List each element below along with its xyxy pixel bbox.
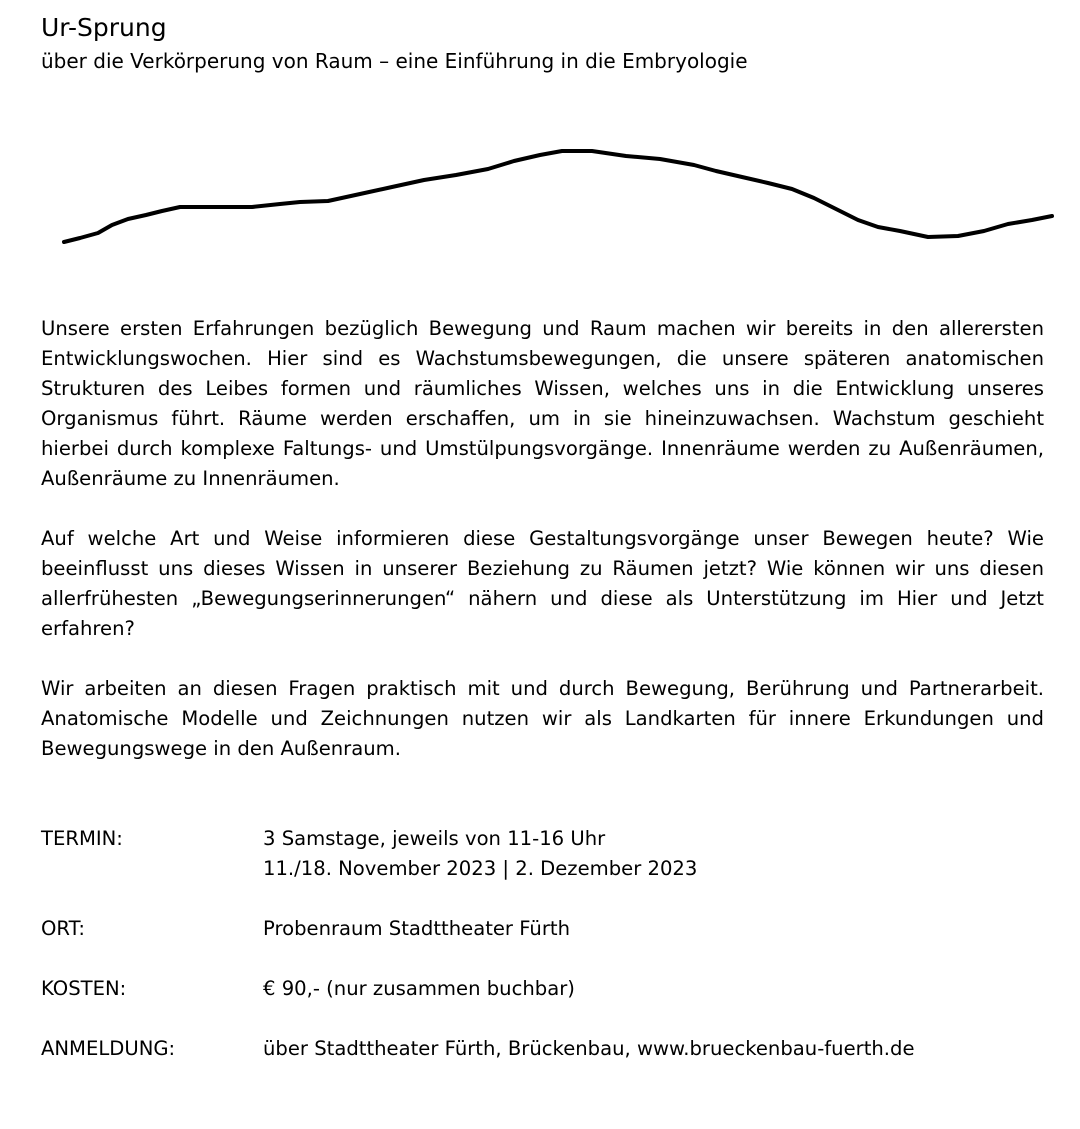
questions-paragraph: Auf welche Art und Weise informieren diese Gestaltungsvorgänge unser Bewegen heute? Wie beeinflusst uns dieses Wissen in unserer Beziehung zu Räumen jetzt? Wie können wir uns diesen allerfrühesten „Bewegungserinnerungen“ nähern und diese als Unterstützung im Hier und Jetzt erfahren? [41, 527, 1044, 640]
method-paragraph: Wir arbeiten an diesen Fragen praktisch mit und durch Bewegung, Berührung und Partnerarbeit. Anatomische Modelle und Zeichnungen nutzen wir als Landkarten für innere Erkundungen und Bewegungswege in den Außenraum. [41, 677, 1044, 760]
page-title: Ur-Sprung [41, 13, 167, 42]
ort-value: Probenraum Stadttheater Fürth [263, 917, 570, 940]
anmeldung-label: ANMELDUNG: [41, 1037, 176, 1060]
ort-label: ORT: [41, 917, 86, 940]
kosten-value: € 90,- (nur zusammen buchbar) [263, 977, 575, 1000]
termin-label: TERMIN: [41, 827, 123, 850]
termin-value-line-2: 11./18. November 2023 | 2. Dezember 2023 [263, 857, 698, 880]
page-subtitle: über die Verkörperung von Raum – eine Einführung in die Embryologie [41, 49, 748, 73]
kosten-label: KOSTEN: [41, 977, 127, 1000]
termin-value-line-1: 3 Samstage, jeweils von 11-16 Uhr [263, 827, 606, 850]
anmeldung-value: über Stadttheater Fürth, Brückenbau, www.brueckenbau-fuerth.de [263, 1037, 915, 1060]
wave-line-icon [0, 120, 1080, 270]
wave-line-path [64, 151, 1052, 242]
intro-paragraph: Unsere ersten Erfahrungen bezüglich Bewegung und Raum machen wir bereits in den allerersten Entwicklungswochen. Hier sind es Wachstumsbewegungen, die unsere späteren anatomischen Strukturen des Leibes formen und räumliches Wissen, welches uns in die Entwicklung unseres Organismus führt. Räume werden erschaffen, um in sie hineinzuwachsen. Wachstum geschieht hierbei durch komplexe Faltungs- und Umstülpungsvorgänge. Innenräume werden zu Außenräumen, Außenräume zu Innenräumen. [41, 317, 1044, 490]
